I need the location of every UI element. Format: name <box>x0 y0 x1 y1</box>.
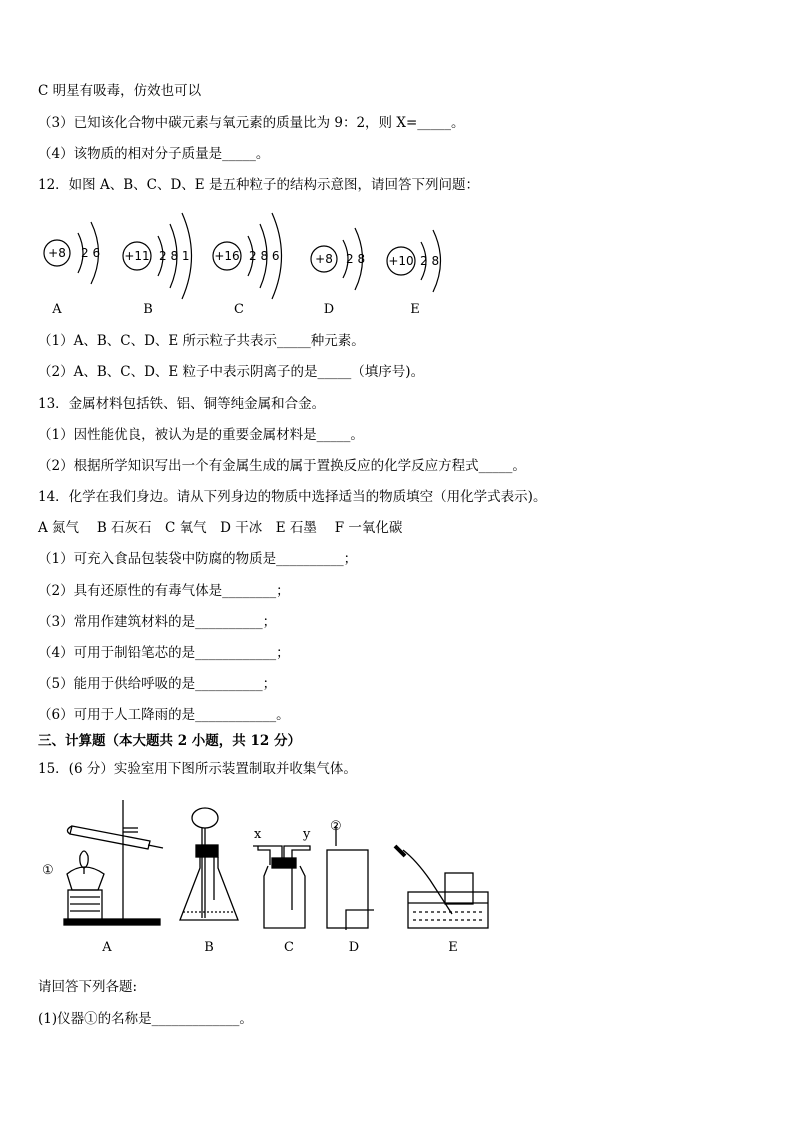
port-x-label: x <box>254 827 262 842</box>
nucleus-charge: +16 <box>214 249 240 263</box>
text-line: （1）可充入食品包装袋中防腐的物质是__________； <box>38 551 358 567</box>
options-line: A 氮气 B 石灰石 C 氧气 D 干冰 E 石墨 F 一氧化碳 <box>38 520 403 536</box>
question-13: 13．金属材料包括铁、铝、铜等纯金属和合金。 <box>38 396 326 412</box>
text-line: （2）具有还原性的有毒气体是________； <box>38 583 290 599</box>
marker-1: ① <box>42 863 54 878</box>
apparatus-d <box>327 826 374 930</box>
text-line: （1）A、B、C、D、E 所示粒子共表示_____种元素。 <box>38 333 365 349</box>
text-line: （2）A、B、C、D、E 粒子中表示阴离子的是_____（填序号)。 <box>38 364 425 380</box>
shell-electrons: 2 8 <box>420 254 440 268</box>
question-12: 12．如图 A、B、C、D、E 是五种粒子的结构示意图，请回答下列问题： <box>38 177 479 193</box>
text-line: （2）根据所学知识写出一个有金属生成的属于置换反应的化学反应方程式_____。 <box>38 458 526 474</box>
question-14: 14．化学在我们身边。请从下列身边的物质中选择适当的物质填空（用化学式表示)。 <box>38 489 547 505</box>
atom-label: D <box>323 302 335 317</box>
text-line: (1)仪器①的名称是_____________。 <box>38 1011 253 1027</box>
port-y-label: y <box>303 827 311 842</box>
shell-electrons: 2 6 <box>81 246 101 260</box>
text-line: （5）能用于供给呼吸的是__________； <box>38 676 277 692</box>
apparatus-b <box>180 808 238 920</box>
apparatus-e <box>395 846 488 928</box>
apparatus-label: B <box>204 940 214 955</box>
nucleus-charge: +8 <box>48 246 66 260</box>
text-line: （3）已知该化合物中碳元素与氧元素的质量比为 9：2，则 X=_____。 <box>38 115 465 131</box>
atom-label: A <box>52 302 62 317</box>
text-line: （4）可用于制铅笔芯的是____________； <box>38 645 290 661</box>
nucleus-charge: +8 <box>315 252 333 266</box>
apparatus-label: A <box>102 940 112 955</box>
shell-electrons: 2 8 6 <box>249 249 280 263</box>
marker-2: ② <box>330 819 342 834</box>
section-heading: 三、计算题（本大题共 2 小题，共 12 分） <box>38 733 301 749</box>
text-line: （1）因性能优良，被认为是的重要金属材料是_____。 <box>38 427 364 443</box>
nucleus-charge: +10 <box>388 254 414 268</box>
apparatus-label: D <box>348 940 360 955</box>
apparatus-a <box>64 800 163 925</box>
text-line: （4）该物质的相对分子质量是_____。 <box>38 146 270 162</box>
apparatus-label: C <box>284 940 294 955</box>
text-line: （3）常用作建筑材料的是__________； <box>38 614 277 630</box>
text-line: C 明星有吸毒，仿效也可以 <box>38 83 202 99</box>
atom-label: B <box>143 302 153 317</box>
text-line: （6）可用于人工降雨的是____________。 <box>38 707 290 723</box>
atom-label: C <box>234 302 244 317</box>
atom-label: E <box>410 302 420 317</box>
apparatus-label: E <box>448 940 458 955</box>
nucleus-charge: +11 <box>124 249 150 263</box>
text-line: 请回答下列各题: <box>38 979 138 995</box>
apparatus-c <box>253 846 310 928</box>
shell-electrons: 2 8 1 <box>159 249 190 263</box>
shell-electrons: 2 8 <box>346 252 366 266</box>
question-15: 15．(6 分）实验室用下图所示装置制取并收集气体。 <box>38 761 357 777</box>
